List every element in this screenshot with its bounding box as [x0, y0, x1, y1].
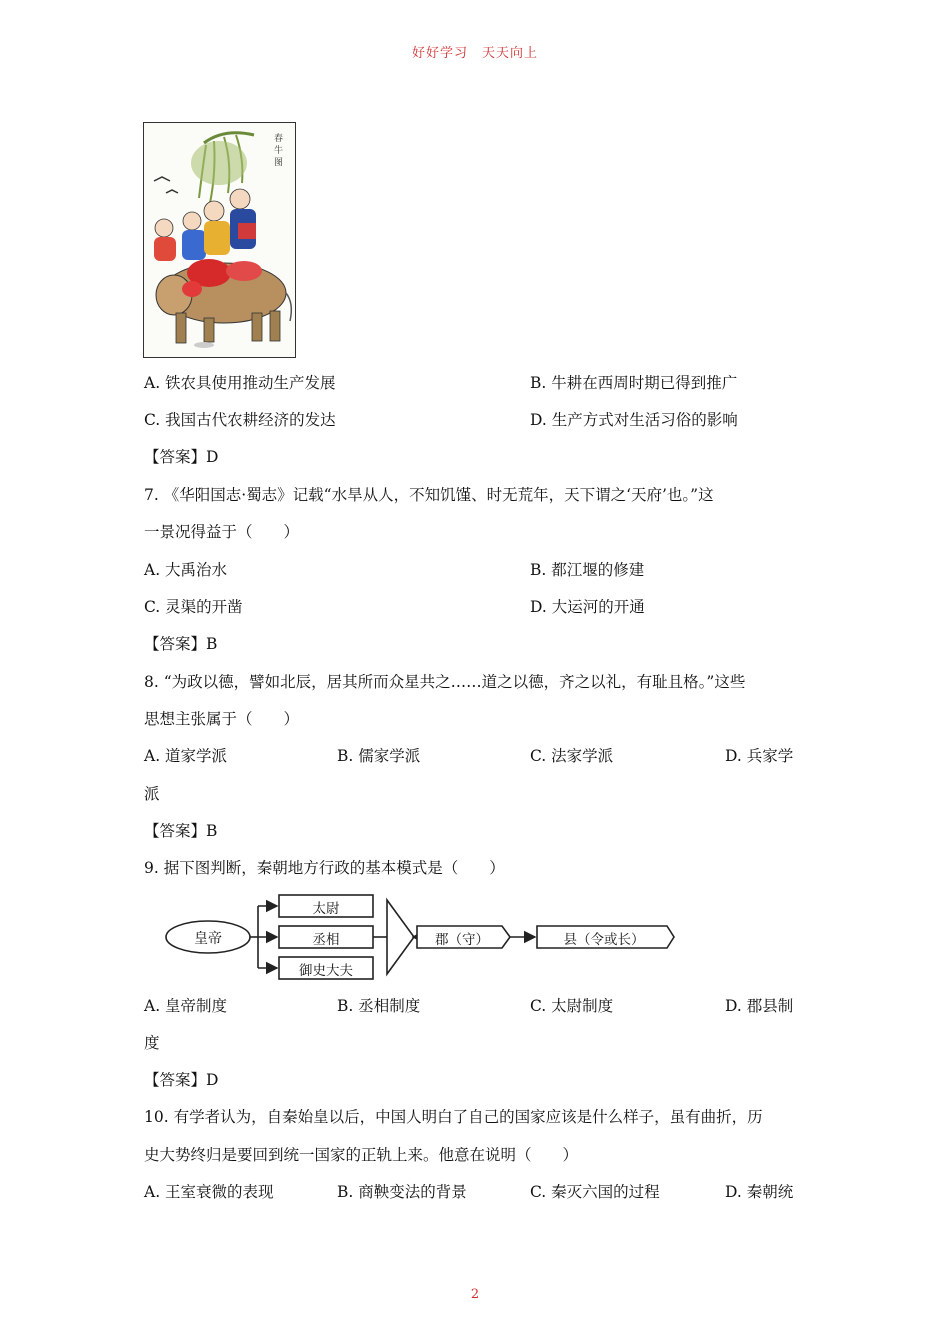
diagram-jun: 郡（守） [435, 932, 489, 948]
q10-option-b: B. 商鞅变法的背景 [337, 1183, 467, 1201]
diagram-xian: 县（令或长） [563, 932, 645, 948]
diagram-yushi-dafu: 御史大夫 [299, 963, 353, 979]
q9-stem-line1: 9. 据下图判断，秦朝地方行政的基本模式是（ ） [144, 859, 505, 877]
q7-option-a: A. 大禹治水 [144, 561, 228, 579]
q10-stem-line2: 史大势终归是要回到统一国家的正轨上来。他意在说明（ ） [144, 1146, 579, 1164]
q10-option-d: D. 秦朝统 [725, 1183, 794, 1201]
spring-ox-illustration [143, 122, 296, 358]
q8-answer: 【答案】B [144, 822, 218, 840]
diagram-chengxiang: 丞相 [312, 932, 340, 948]
q9-option-d: D. 郡县制 [725, 997, 794, 1015]
q9-option-a: A. 皇帝制度 [144, 997, 228, 1015]
q10-stem-line1: 10. 有学者认为，自秦始皇以后，中国人明白了自己的国家应该是什么样子，虽有曲折，历 [144, 1108, 763, 1126]
q9-option-c: C. 太尉制度 [530, 997, 614, 1015]
page-header: 好好学习 天天向上 [411, 46, 538, 61]
q10-option-a: A. 王室衰微的表现 [144, 1183, 274, 1201]
q6-option-b: B. 牛耕在西周时期已得到推广 [530, 374, 738, 392]
q9-option-b: B. 丞相制度 [337, 997, 421, 1015]
q7-stem-line1: 7. 《华阳国志·蜀志》记载“水旱从人，不知饥馑、时无荒年，天下谓之‘天府’也。”这 [144, 486, 714, 504]
q7-stem-line2: 一景况得益于（ ） [144, 523, 300, 541]
q6-answer: 【答案】D [144, 448, 219, 466]
q8-option-c: C. 法家学派 [530, 747, 614, 765]
q9-answer: 【答案】D [144, 1071, 219, 1089]
spring-ox-drawing [144, 123, 295, 357]
q10-option-c: C. 秦灭六国的过程 [530, 1183, 660, 1201]
q8-option-d: D. 兵家学 [725, 747, 794, 765]
diagram-taiwei: 太尉 [312, 901, 340, 917]
q8-option-b: B. 儒家学派 [337, 747, 421, 765]
qin-admin-diagram [162, 890, 682, 982]
q7-option-b: B. 都江堰的修建 [530, 561, 645, 579]
q6-option-c: C. 我国古代农耕经济的发达 [144, 411, 336, 429]
q7-option-c: C. 灵渠的开凿 [144, 598, 243, 616]
q8-option-a: A. 道家学派 [144, 747, 228, 765]
q6-option-a: A. 铁农具使用推动生产发展 [144, 374, 336, 392]
q8-option-d-wrap: 派 [144, 785, 160, 803]
diagram-emperor: 皇帝 [194, 931, 222, 947]
q8-stem-line1: 8. “为政以德，譬如北辰，居其所而众星共之……道之以德，齐之以礼，有耻且格。”这些 [144, 673, 746, 691]
q6-option-d: D. 生产方式对生活习俗的影响 [530, 411, 738, 429]
q9-option-d-wrap: 度 [144, 1034, 160, 1052]
q8-stem-line2: 思想主张属于（ ） [144, 710, 300, 728]
q7-option-d: D. 大运河的开通 [530, 598, 645, 616]
illustration-caption: 春牛图 [274, 134, 284, 168]
page-number: 2 [470, 1287, 480, 1302]
q7-answer: 【答案】B [144, 635, 218, 653]
